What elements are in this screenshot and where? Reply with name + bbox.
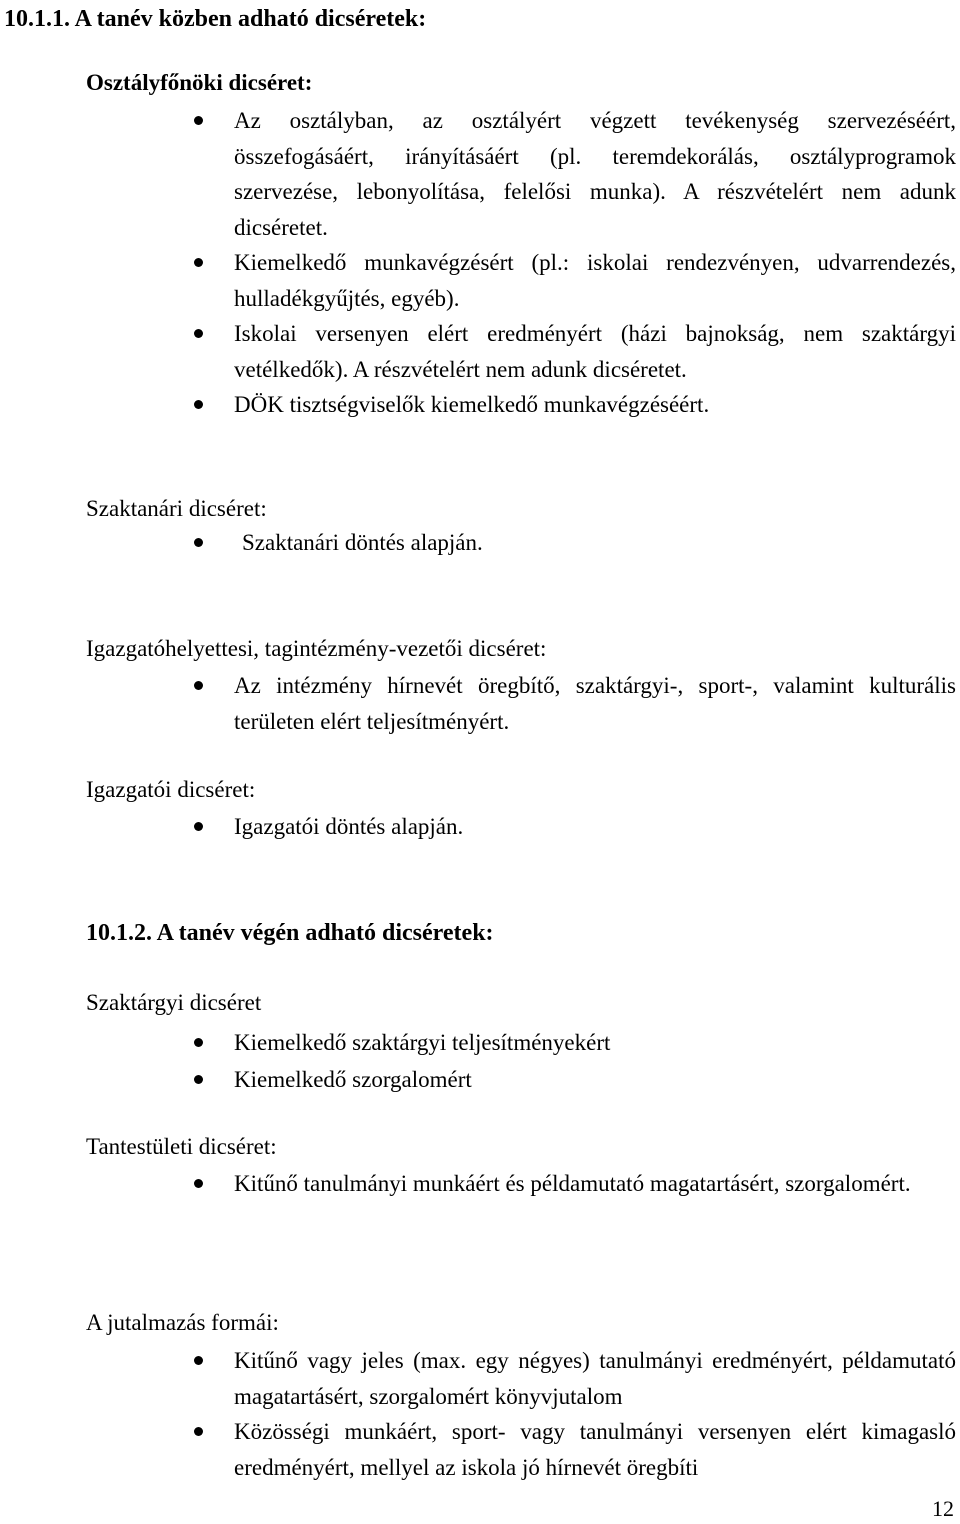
bullet-icon (194, 258, 203, 267)
szaktargyi-list (194, 1024, 956, 1098)
osztalyfonoki-title: Osztályfőnöki dicséret: (86, 70, 313, 95)
bullet-icon (194, 400, 203, 409)
szaktanari-title: Szaktanári dicséret: (86, 496, 267, 521)
list-item: Kitűnő vagy jeles (max. egy négyes) tanulmányi eredményért, példamutató magatartásért, szorgalomért könyvjutalom (194, 1343, 956, 1414)
bullet-icon (194, 822, 203, 831)
bullet-icon (194, 538, 203, 547)
list-item: DÖK tisztségviselők kiemelkedő munkavégzéséért. (194, 387, 956, 423)
section-heading-10-1-1: 10.1.1. A tanév közben adható dicséretek: (4, 6, 427, 32)
igazgatohelyettesi-title: Igazgatóhelyettesi, tagintézmény-vezetői dicséret: (86, 636, 547, 661)
bullet-icon (194, 1356, 203, 1365)
list-item: Szaktanári döntés alapján. (194, 528, 956, 558)
list-item: Az osztályban, az osztályért végzett tevékenység szervezéséért, összefogásáért, irányításáért (pl. teremdekorálás, osztályprogramok szervezése, lebonyolítása, felelősi munka). A részvételért nem adunk dicséretet. (194, 103, 956, 245)
tantestuleti-title: Tantestületi dicséret: (86, 1134, 277, 1159)
bullet-icon (194, 1427, 203, 1436)
list-item: Kiemelkedő szaktárgyi teljesítményekért (194, 1024, 956, 1061)
bullet-icon (194, 681, 203, 690)
jutalmazas-title: A jutalmazás formái: (86, 1310, 279, 1335)
igazgatohelyettesi-list (194, 668, 956, 739)
igazgatoi-title: Igazgatói dicséret: (86, 777, 256, 802)
list-item: Kiemelkedő munkavégzésért (pl.: iskolai rendezvényen, udvarrendezés, hulladékgyűjtés, egyéb). (194, 245, 956, 316)
bullet-icon (194, 1075, 203, 1084)
list-item: Kitűnő tanulmányi munkáért és példamutató magatartásért, szorgalomért. (194, 1166, 956, 1202)
page-number: 12 (932, 1496, 954, 1521)
bullet-icon (194, 329, 203, 338)
section-heading-10-1-2: 10.1.2. A tanév végén adható dicséretek: (86, 920, 494, 946)
list-item: Az intézmény hírnevét öregbítő, szaktárgyi-, sport-, valamint kulturális területen elért teljesítményért. (194, 668, 956, 739)
list-item: Iskolai versenyen elért eredményért (házi bajnokság, nem szaktárgyi vetélkedők). A részvételért nem adunk dicséretet. (194, 316, 956, 387)
szaktanari-list (194, 528, 956, 558)
list-item: Közösségi munkáért, sport- vagy tanulmányi versenyen elért kimagasló eredményért, mellyel az iskola jó hírnevét öregbíti (194, 1414, 956, 1485)
szaktargyi-title: Szaktárgyi dicséret (86, 990, 262, 1015)
list-item: Igazgatói döntés alapján. (194, 812, 956, 842)
jutalmazas-list (194, 1343, 956, 1485)
list-item: Kiemelkedő szorgalomért (194, 1061, 956, 1098)
osztalyfonoki-list (194, 103, 956, 423)
bullet-icon (194, 1179, 203, 1188)
tantestuleti-list (194, 1166, 956, 1202)
bullet-icon (194, 1038, 203, 1047)
bullet-icon (194, 116, 203, 125)
igazgatoi-list (194, 812, 956, 842)
